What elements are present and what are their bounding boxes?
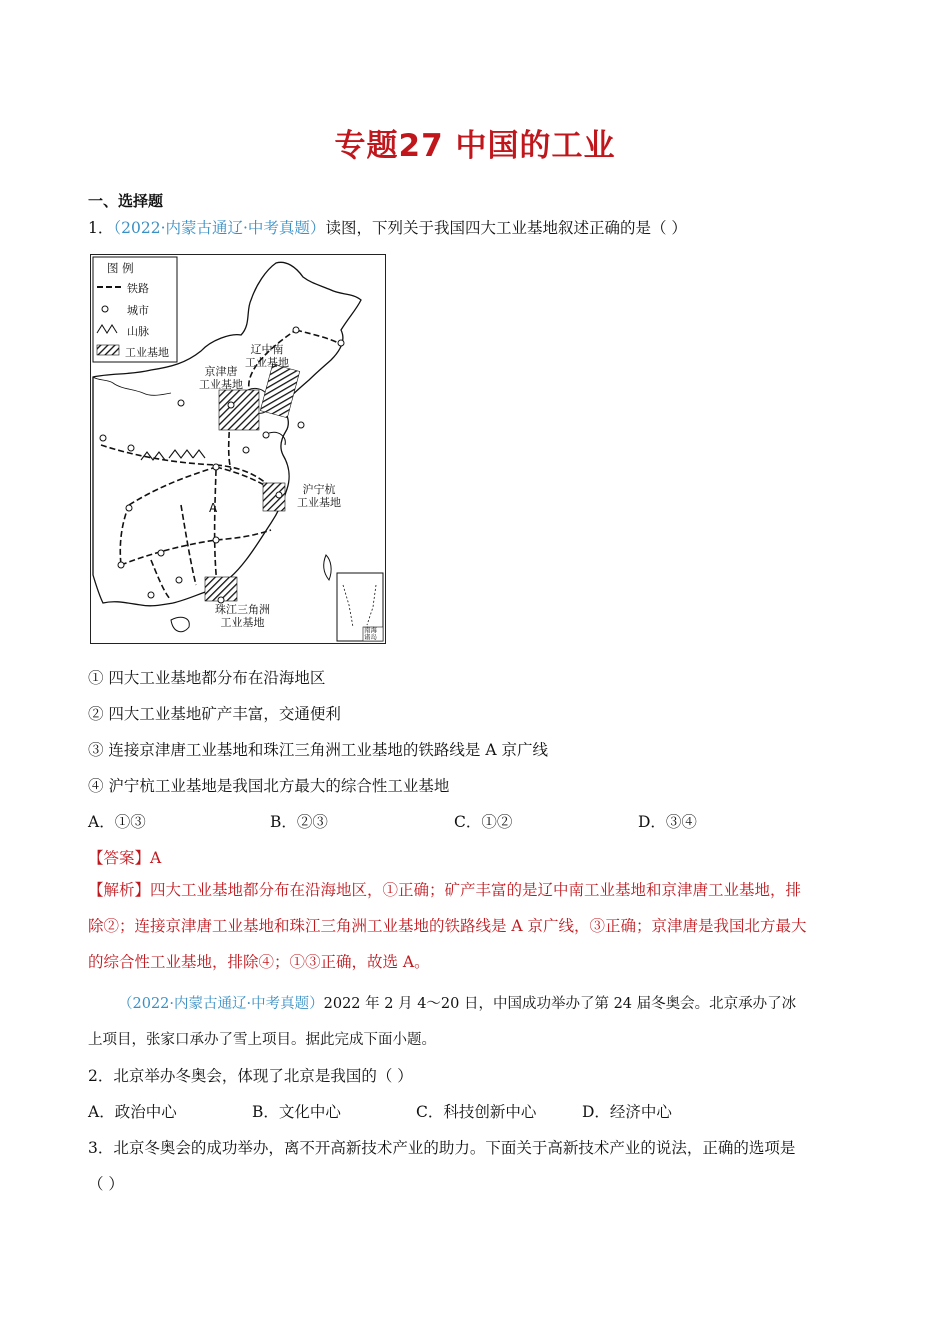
legend-industrial-base: 工业基地 [125,346,169,359]
statement-3: ③ 连接京津唐工业基地和珠江三角洲工业基地的铁路线是 A 京广线 [88,741,548,759]
question-2-stem: 2．北京举办冬奥会，体现了北京是我国的（ ） [88,1067,413,1085]
option-c[interactable]: C．科技创新中心 [416,1103,537,1121]
taiwan-island [324,555,331,580]
question-3-paren: （ ） [88,1175,124,1193]
context-source: （2022·内蒙古通辽·中考真题） [118,996,324,1012]
option-d[interactable]: D．经济中心 [582,1103,672,1121]
label-zhujiang [215,603,270,629]
answer: 【答案】A [88,849,162,867]
question-3-stem: 3．北京冬奥会的成功举办，离不开高新技术产业的助力。下面关于高新技术产业的说法，正确的选项是 [88,1139,796,1157]
context-line-2: 上项目，张家口承办了雪上项目。据此完成下面小题。 [88,1032,436,1048]
label-line: 南海 [364,626,377,634]
label-line: 工业基地 [245,356,289,369]
question-number: 1． [88,219,114,237]
page-title: 专题27 中国的工业 [334,128,616,164]
analysis-text: 四大工业基地都分布在沿海地区，①正确；矿产丰富的是辽中南工业基地和京津唐工业基地，排 [150,881,802,899]
china-industry-map [90,254,386,644]
statement-1: ① 四大工业基地都分布在沿海地区 [88,669,326,687]
option-b[interactable]: B．文化中心 [252,1103,341,1121]
label-line: 珠江三角洲 [215,603,270,616]
context-line-1 [118,992,796,1013]
label-line: 辽中南 [250,343,284,356]
legend-title: 图 例 [107,261,134,275]
label-line: 工业基地 [220,616,265,629]
statement-4: ④ 沪宁杭工业基地是我国北方最大的综合性工业基地 [88,777,450,795]
context-text: 2022 年 2 月 4～20 日，中国成功举办了第 24 届冬奥会。北京承办了冰 [323,996,797,1012]
analysis-line-2: 除②；连接京津唐工业基地和珠江三角洲工业基地的铁路线是 A 京广线，③正确；京津唐是我国北方最大 [88,917,807,935]
label-line: 工业基地 [199,378,243,391]
label-jingjintang [199,365,243,391]
option-b[interactable]: B．②③ [270,813,328,831]
question-source: （2022·内蒙古通辽·中考真题） [113,219,326,237]
label-line: 沪宁杭 [302,483,336,496]
label-south-sea-islands [364,627,377,641]
hainan-island [171,617,189,631]
section-heading: 一、选择题 [88,192,164,210]
legend-city: 城市 [127,304,149,317]
mountain-range-symbols [141,450,205,460]
analysis-line-3: 的综合性工业基地，排除④；①③正确，故选 A。 [88,953,430,971]
label-line: 工业基地 [297,496,341,509]
label-line: 京津唐 [204,365,238,378]
analysis [88,872,863,980]
legend-mountain: 山脉 [127,325,149,338]
analysis-line-1 [88,872,863,908]
statement-2: ② 四大工业基地矿产丰富，交通便利 [88,705,341,723]
option-a[interactable]: A．政治中心 [88,1103,177,1121]
analysis-label: 【解析】 [88,881,151,899]
question-1-stem [88,216,687,238]
label-line: 诸岛 [364,633,377,641]
legend-railway: 铁路 [127,282,149,295]
option-d[interactable]: D．③④ [638,813,697,831]
question-text: 读图，下列关于我国四大工业基地叙述正确的是（ ） [325,219,687,237]
label-huninghang [297,483,341,509]
jingjintang-base-area [219,390,259,430]
option-a[interactable]: A．①③ [88,813,146,831]
liaozhongnan-base-area [260,364,299,418]
option-c[interactable]: C．①② [454,813,513,831]
label-a-railway: A [209,501,218,515]
label-liaozhongnan [245,343,289,369]
